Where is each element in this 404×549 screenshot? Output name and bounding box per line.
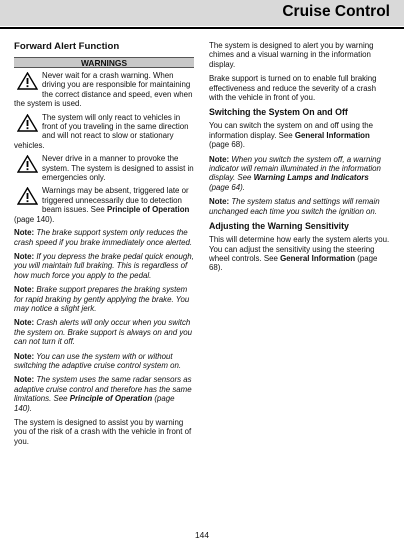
warnings-title: WARNINGS xyxy=(14,57,194,68)
warning-text: Never drive in a manner to provoke the system. The system is designed to assist in emergencies only. xyxy=(42,154,194,183)
paragraph: The system is designed to assist you by warning you of the risk of a crash with the vehicle in front of you. xyxy=(14,418,192,446)
cross-reference-link[interactable]: General Information xyxy=(280,253,356,263)
page-reference: (page 140). xyxy=(14,214,55,224)
note xyxy=(209,155,391,193)
subsection-heading: Switching the System On and Off xyxy=(209,107,348,118)
note-label: Note: xyxy=(14,351,35,361)
note-text: When you switch the system off, a warning indicator will remain illuminated in the information display. See xyxy=(209,154,381,183)
warning-triangle-icon xyxy=(17,187,38,205)
note-label: Note: xyxy=(14,251,35,261)
warning-triangle-icon xyxy=(17,114,38,132)
note-label: Note: xyxy=(14,318,35,328)
warning-item xyxy=(14,71,194,109)
note xyxy=(14,352,194,371)
chapter-title: Cruise Control xyxy=(282,3,390,20)
note-label: Note: xyxy=(14,228,35,238)
warning-item xyxy=(14,186,194,224)
page-reference: (page 64). xyxy=(209,182,245,192)
cross-reference-link[interactable]: General Information xyxy=(294,130,370,140)
paragraph-text: You can switch the system on and off using the information display. See xyxy=(209,121,374,140)
note-text: Brake support prepares the braking system for rapid braking by gently applying the brake. You may notice a slight jerk. xyxy=(14,285,190,313)
left-column xyxy=(14,41,194,451)
paragraph: Brake support is turned on to enable full braking effectiveness and reduce the severity of a crash with the vehicle in front of you. xyxy=(209,74,377,103)
cross-reference-link[interactable]: Principle of Operation xyxy=(106,205,190,215)
note-text: If you depress the brake pedal quick enough, you will maintain full braking. This is regardless of how much force you apply to the pedal. xyxy=(14,251,194,280)
warning-triangle-icon xyxy=(17,72,38,90)
note-text: The brake support system only reduces the crash speed if you brake immediately once alerted. xyxy=(14,228,193,247)
warning-triangle-icon xyxy=(17,155,38,173)
note xyxy=(14,375,194,413)
paragraph xyxy=(209,235,391,273)
page-reference: (page 68). xyxy=(209,140,245,150)
header-rule xyxy=(0,27,404,29)
note-text: You can use the system with or without switching the adaptive cruise control system on. xyxy=(14,351,182,370)
warning-text: The system will only react to vehicles in front of you traveling in the same direction and will not react to slow or stationary vehicles. xyxy=(14,112,189,150)
page-number: 144 xyxy=(195,530,209,540)
page-reference: (page 68). xyxy=(209,253,378,273)
note-label: Note: xyxy=(14,285,35,295)
cross-reference-link[interactable]: Warning Lamps and Indicators xyxy=(253,173,369,183)
right-column xyxy=(209,41,391,278)
page-header xyxy=(0,0,404,31)
note xyxy=(14,285,194,313)
note xyxy=(14,318,194,346)
note-label: Note: xyxy=(14,375,35,385)
subsection-heading: Adjusting the Warning Sensitivity xyxy=(209,221,349,232)
section-heading: Forward Alert Function xyxy=(14,41,120,52)
note xyxy=(209,197,391,216)
paragraph xyxy=(209,121,391,149)
warning-text: Warnings may be absent, triggered late or triggered unnecessarily due to detection beam issues. See xyxy=(42,186,189,215)
note-text: The system status and settings will remain unchanged each time you switch the ignition on. xyxy=(209,197,380,216)
page-reference: (page 140). xyxy=(14,394,175,413)
warning-item xyxy=(14,113,194,151)
paragraph-text: This will determine how early the system alerts you. You can adjust the sensitivity using the steering wheel controls. See xyxy=(209,235,390,263)
note-label: Note: xyxy=(209,197,230,207)
note-text: The system uses the same radar sensors as adaptive cruise control and therefore has the same limitations. See xyxy=(14,375,192,404)
note xyxy=(14,228,194,247)
note-text: Crash alerts will only occur when you switch the system on. Brake support is always on and you can not turn it off. xyxy=(14,318,193,347)
cross-reference-link[interactable]: Principle of Operation xyxy=(69,394,153,404)
warning-text: Never wait for a crash warning. When driving you are responsible for maintaining the correct distance and speed, even when the system is used. xyxy=(14,71,193,109)
warning-item xyxy=(14,154,194,182)
paragraph: The system is designed to alert you by warning chimes and a visual warning in the information display. xyxy=(209,41,374,69)
note-label: Note: xyxy=(209,154,230,164)
note xyxy=(14,252,194,280)
